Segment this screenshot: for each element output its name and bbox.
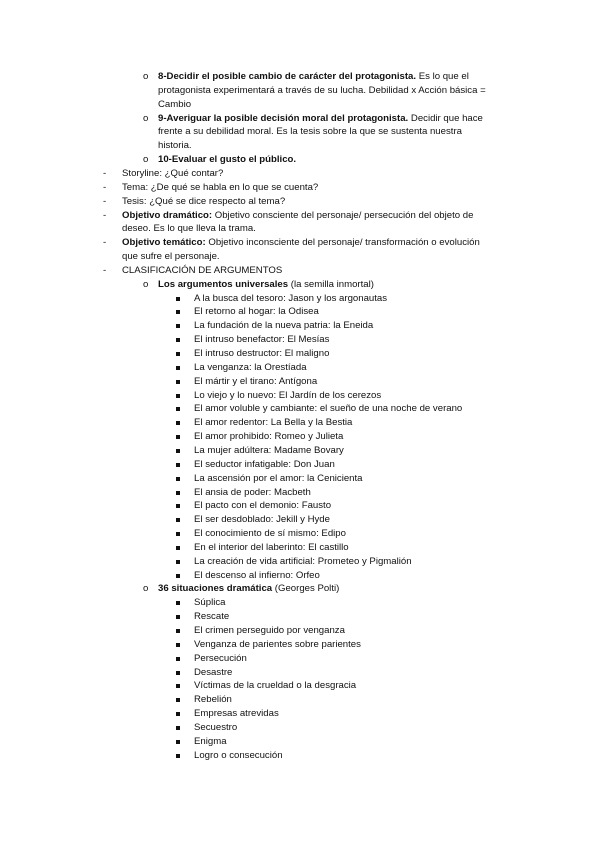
- square-bullet-icon: [176, 477, 180, 481]
- circle-bullet-icon: o: [143, 112, 149, 124]
- situation-list-item: Desastre: [194, 666, 233, 678]
- dash-item: Tesis: ¿Qué se dice respecto al tema?: [122, 195, 286, 207]
- dash-bullet-icon: -: [103, 167, 107, 179]
- argument-list-item: La mujer adúltera: Madame Bovary: [194, 444, 344, 456]
- dash-item: Storyline: ¿Qué contar?: [122, 167, 224, 179]
- square-bullet-icon: [176, 684, 180, 688]
- argument-list-item: El amor prohibido: Romeo y Julieta: [194, 431, 344, 443]
- argument-list-item: El amor voluble y cambiante: el sueño de una noche de verano: [194, 403, 463, 415]
- square-bullet-icon: [176, 421, 180, 425]
- argument-list-item: La venganza: la Orestíada: [194, 361, 307, 373]
- section-heading-argumentos: Los argumentos universales (la semilla inmortal): [158, 278, 374, 290]
- square-bullet-icon: [176, 352, 180, 356]
- square-bullet-icon: [176, 297, 180, 301]
- square-bullet-icon: [176, 532, 180, 536]
- argument-list-item: El intruso destructor: El maligno: [194, 348, 330, 359]
- square-bullet-icon: [176, 435, 180, 439]
- situation-list-item: El crimen perseguido por venganza: [194, 625, 345, 636]
- argument-list-item: A la busca del tesoro: Jason y los argonautas: [194, 292, 388, 304]
- argument-list-item: El mártir y el tirano: Antígona: [194, 375, 318, 387]
- dash-item: Tema: ¿De qué se habla en lo que se cuenta?: [122, 181, 319, 193]
- square-bullet-icon: [176, 740, 180, 744]
- argument-list-item: El ser desdoblado: Jekill y Hyde: [194, 514, 330, 526]
- dash-item-continuation: que sufre el personaje.: [122, 251, 220, 263]
- argument-list-item: Lo viejo y lo nuevo: El Jardín de los cerezos: [194, 389, 382, 401]
- square-bullet-icon: [176, 491, 180, 495]
- square-bullet-icon: [176, 643, 180, 647]
- outline-item-continuation: Cambio: [158, 98, 192, 110]
- situation-list-item: Enigma: [194, 735, 227, 747]
- square-bullet-icon: [176, 671, 180, 675]
- square-bullet-icon: [176, 324, 180, 328]
- square-bullet-icon: [176, 407, 180, 411]
- outline-item-continuation: protagonista experimentará a través de su lucha. Debilidad x Acción básica =: [158, 84, 486, 96]
- square-bullet-icon: [176, 560, 180, 564]
- square-bullet-icon: [176, 504, 180, 508]
- dash-bullet-icon: -: [103, 237, 107, 249]
- dash-bullet-icon: -: [103, 195, 107, 207]
- argument-list-item: El amor redentor: La Bella y la Bestia: [194, 417, 353, 429]
- argument-list-item: El conocimiento de sí mismo: Edipo: [194, 528, 346, 540]
- circle-bullet-icon: o: [143, 154, 149, 166]
- square-bullet-icon: [176, 726, 180, 730]
- situation-list-item: Secuestro: [194, 721, 238, 733]
- outline-item: 8-Decidir el posible cambio de carácter del protagonista. Es lo que el: [158, 71, 469, 82]
- square-bullet-icon: [176, 310, 180, 314]
- argument-list-item: El seductor infatigable: Don Juan: [194, 458, 335, 470]
- square-bullet-icon: [176, 657, 180, 661]
- square-bullet-icon: [176, 380, 180, 384]
- outline-item-continuation: frente a su debilidad moral. Es la tesis sobre la que se sustenta nuestra: [158, 126, 462, 138]
- situation-list-item: Víctimas de la crueldad o la desgracia: [194, 680, 357, 692]
- square-bullet-icon: [176, 366, 180, 370]
- argument-list-item: La creación de vida artificial: Prometeo y Pigmalión: [194, 555, 412, 567]
- argument-list-item: La fundación de la nueva patria: la Eneida: [194, 320, 374, 332]
- outline-item: 9-Averiguar la posible decisión moral del protagonista. Decidir que hace: [158, 112, 483, 124]
- argument-list-item: El intruso benefactor: El Mesías: [194, 334, 330, 346]
- argument-list-item: La ascensión por el amor: la Cenicienta: [194, 472, 363, 484]
- situation-list-item: Rescate: [194, 611, 230, 623]
- situation-list-item: Súplica: [194, 597, 226, 609]
- argument-list-item: El descenso al infierno: Orfeo: [194, 569, 320, 581]
- situation-list-item: Logro o consecución: [194, 749, 283, 761]
- situation-list-item: Persecución: [194, 652, 247, 664]
- situation-list-item: Rebelión: [194, 694, 232, 706]
- argument-list-item: El retorno al hogar: la Odisea: [194, 306, 319, 318]
- square-bullet-icon: [176, 338, 180, 342]
- section-heading-situaciones: 36 situaciones dramática (Georges Polti): [158, 583, 340, 595]
- dash-item: CLASIFICACIÓN DE ARGUMENTOS: [122, 264, 283, 276]
- square-bullet-icon: [176, 754, 180, 758]
- dash-bullet-icon: -: [103, 181, 107, 193]
- circle-bullet-icon: o: [143, 583, 149, 595]
- square-bullet-icon: [176, 463, 180, 467]
- dash-bullet-icon: -: [103, 209, 107, 221]
- dash-item: Objetivo dramático: Objetivo consciente del personaje/ persecución del objeto de: [122, 209, 474, 221]
- dash-item: Objetivo temático: Objetivo inconsciente del personaje/ transformación o evolución: [122, 237, 480, 249]
- outline-item-continuation: historia.: [158, 140, 192, 152]
- situation-list-item: Empresas atrevidas: [194, 708, 279, 720]
- square-bullet-icon: [176, 629, 180, 633]
- situation-list-item: Venganza de parientes sobre parientes: [194, 638, 361, 650]
- circle-bullet-icon: o: [143, 278, 149, 290]
- square-bullet-icon: [176, 615, 180, 619]
- square-bullet-icon: [176, 574, 180, 578]
- circle-bullet-icon: o: [143, 71, 149, 82]
- square-bullet-icon: [176, 449, 180, 453]
- square-bullet-icon: [176, 546, 180, 550]
- argument-list-item: El ansia de poder: Macbeth: [194, 486, 311, 498]
- square-bullet-icon: [176, 518, 180, 522]
- outline-item: 10-Evaluar el gusto el público.: [158, 154, 297, 166]
- argument-list-item: En el interior del laberinto: El castillo: [194, 541, 349, 553]
- dash-item-continuation: deseo. Es lo que lleva la trama.: [122, 223, 256, 235]
- square-bullet-icon: [176, 601, 180, 605]
- argument-list-item: El pacto con el demonio: Fausto: [194, 500, 332, 512]
- square-bullet-icon: [176, 394, 180, 398]
- square-bullet-icon: [176, 698, 180, 702]
- dash-bullet-icon: -: [103, 264, 107, 276]
- square-bullet-icon: [176, 712, 180, 716]
